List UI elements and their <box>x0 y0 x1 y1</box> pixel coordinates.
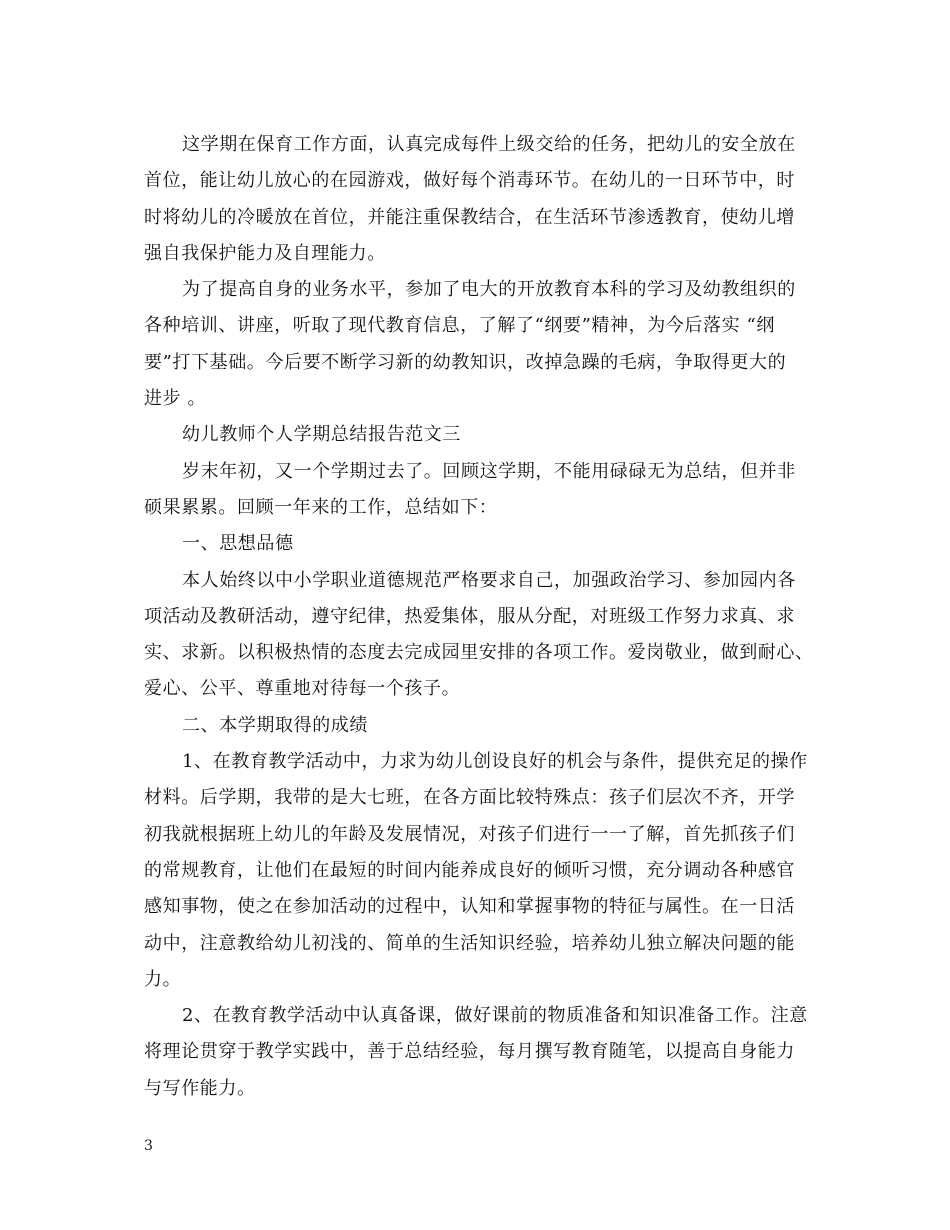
text-line: 力。 <box>144 968 182 990</box>
text-line: 要”打下基础。今后要不断学习新的幼教知识，改掉急躁的毛病，争取得更大的 <box>144 351 787 373</box>
paragraph-childcare-work <box>144 127 808 272</box>
text-line: 首位，能让幼儿放心的在园游戏，做好每个消毒环节。在幼儿的一日环节中，时 <box>144 170 795 192</box>
text-line: 二、本学期取得的成绩 <box>182 714 368 736</box>
text-line: 爱心、公平、尊重地对待每一个孩子。 <box>144 678 461 700</box>
text-line: 各种培训、讲座，听取了现代教育信息，了解了“纲要”精神，为今后落实 “纲 <box>144 315 775 337</box>
text-line: 进步 。 <box>144 388 207 410</box>
text-line: 的常规教育，让他们在最短的时间内能养成良好的倾听习惯，充分调动各种感官 <box>144 859 795 881</box>
text-line: 幼儿教师个人学期总结报告范文三 <box>182 424 461 446</box>
text-line: 材料。后学期，我带的是大七班，在各方面比较特殊点：孩子们层次不齐，开学 <box>144 787 795 809</box>
text-line: 硕果累累。回顾一年来的工作，总结如下： <box>144 496 498 518</box>
text-line: 这学期在保育工作方面，认真完成每件上级交给的任务，把幼儿的安全放在 <box>182 134 796 155</box>
text-line: 1、在教育教学活动中，力求为幼儿创设良好的机会与条件，提供充足的操作 <box>182 751 808 773</box>
text-line: 感知事物，使之在参加活动的过程中，认知和掌握事物的特征与属性。在一日活 <box>144 896 795 918</box>
text-line: 岁末年初，又一个学期过去了。回顾这学期，不能用碌碌无为总结，但并非 <box>182 460 796 482</box>
text-line: 实、求新。以积极热情的态度去完成园里安排的各项工作。爱岗敬业，做到耐心、 <box>144 642 814 664</box>
text-line: 为了提高自身的业务水平，参加了电大的开放教育本科的学习及幼教组织的 <box>182 279 796 301</box>
heading-achievements <box>144 708 808 744</box>
page-number: 3 <box>144 1138 153 1154</box>
text-line: 本人始终以中小学职业道德规范严格要求自己，加强政治学习、参加园内各 <box>182 569 796 591</box>
heading-moral-character <box>144 526 808 562</box>
text-line: 动中，注意教给幼儿初浅的、简单的生活知识经验，培养幼儿独立解决问题的能 <box>144 932 795 954</box>
text-line: 2、在教育教学活动中认真备课，做好课前的物质准备和知识准备工作。注意 <box>182 1005 808 1027</box>
text-line: 项活动及教研活动，遵守纪律，热爱集体，服从分配，对班级工作努力求真、求 <box>144 605 795 627</box>
paragraph-professional-study <box>144 272 808 417</box>
text-line: 与写作能力。 <box>144 1077 256 1099</box>
paragraph-semester-review <box>144 454 808 527</box>
text-line: 将理论贯穿于教学实践中，善于总结经验，每月撰写教育随笔，以提高自身能力 <box>144 1041 795 1063</box>
paragraph-moral-character <box>144 563 814 708</box>
text-line: 初我就根据班上幼儿的年龄及发展情况，对孩子们进行一一了解，首先抓孩子们 <box>144 823 795 845</box>
section-title-sample-three <box>144 417 808 453</box>
paragraph-achievement-one <box>144 744 808 998</box>
text-line: 时将幼儿的冷暖放在首位，并能注重保教结合，在生活环节渗透教育，使幼儿增 <box>144 206 795 228</box>
text-line: 一、思想品德 <box>182 533 294 555</box>
paragraph-achievement-two <box>144 998 808 1107</box>
text-line: 强自我保护能力及自理能力。 <box>144 242 386 264</box>
document-body <box>144 127 814 1107</box>
